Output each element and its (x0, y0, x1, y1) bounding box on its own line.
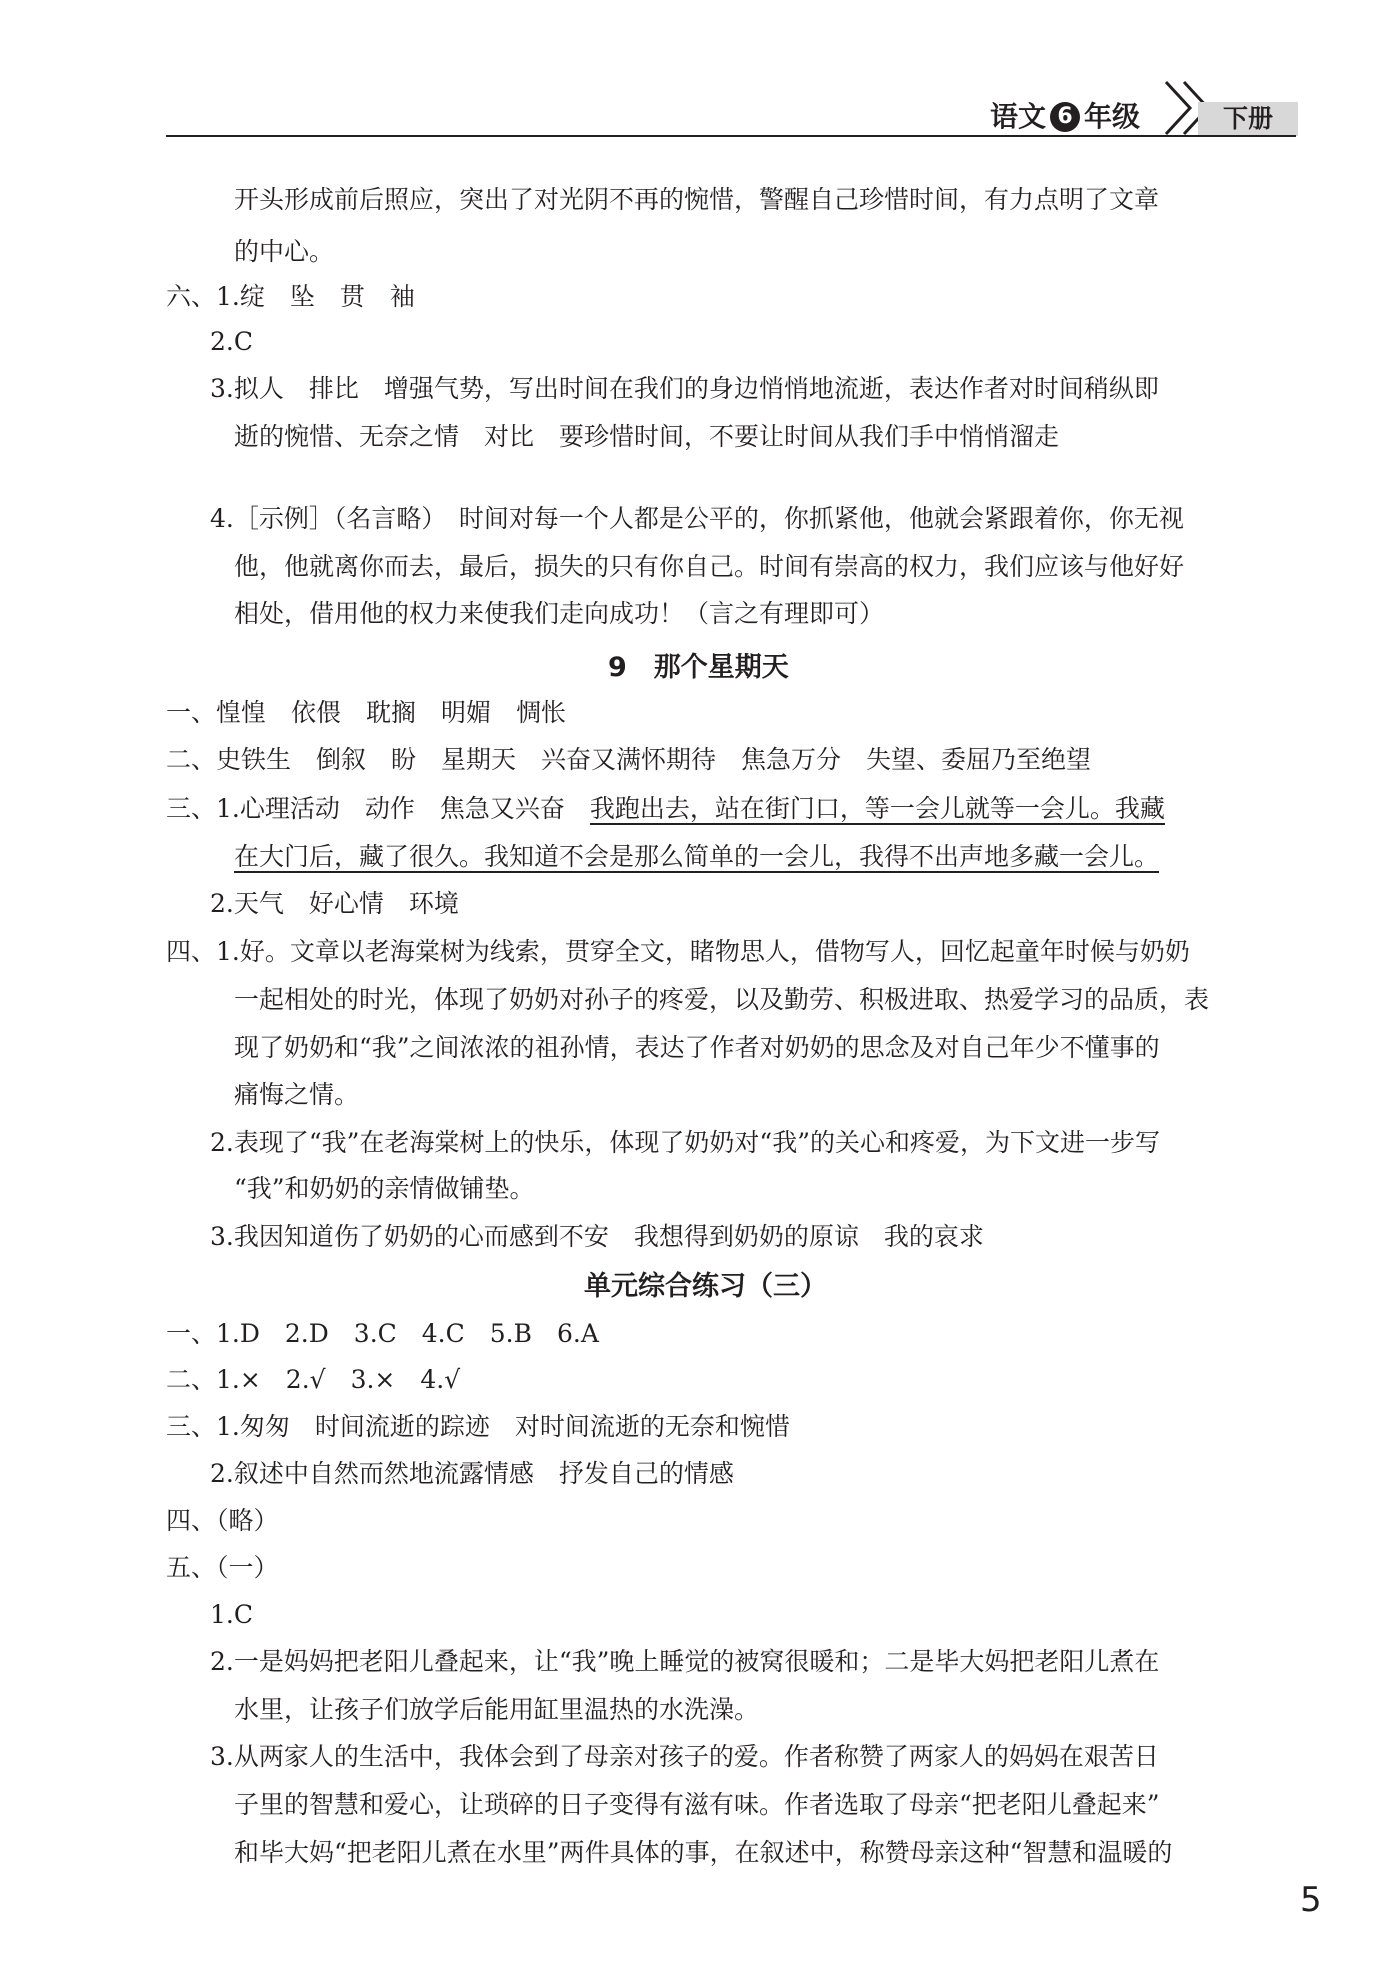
answer-line: 2.叙述中自然而然地流露情感 抒发自己的情感 (210, 1459, 734, 1488)
answer-line: “我”和奶奶的亲情做铺垫。 (234, 1174, 535, 1203)
header-subject-grade (990, 100, 1140, 134)
answer-line: 2.一是妈妈把老阳儿叠起来，让“我”晚上睡觉的被窝很暖和；二是毕大妈把老阳儿煮在 (210, 1647, 1160, 1676)
answer-line: 水里，让孩子们放学后能用缸里温热的水洗澡。 (234, 1695, 760, 1724)
answer-line: 3.拟人 排比 增强气势，写出时间在我们的身边悄悄地流逝，表达作者对时间稍纵即 (210, 374, 1159, 403)
grade-number-badge: 6 (1050, 102, 1080, 132)
answer-line: 现了奶奶和“我”之间浓浓的祖孙情，表达了作者对奶奶的思念及对自己年少不懂事的 (234, 1033, 1160, 1062)
underlined-text: 在大门后，藏了很久。我知道不会是那么简单的一会儿，我得不出声地多藏一会儿。 (234, 842, 1160, 871)
page-number: 5 (1300, 1880, 1322, 1920)
answer-line: 一、惶惶 依偎 耽搁 明媚 惆怅 (166, 698, 567, 727)
answer-line: 2.表现了“我”在老海棠树上的快乐，体现了奶奶对“我”的关心和疼爱，为下文进一步写 (210, 1128, 1160, 1157)
answer-line: 3.我因知道伤了奶奶的心而感到不安 我想得到奶奶的原谅 我的哀求 (210, 1222, 984, 1251)
answer-line: 二、1.× 2.√ 3.× 4.√ (166, 1365, 461, 1394)
answer-line: 相处，借用他的权力来使我们走向成功！（言之有理即可） (234, 599, 885, 628)
answer-line (166, 792, 1165, 826)
subject-label: 语文 (990, 100, 1047, 133)
answer-line: 四、（略） (166, 1506, 279, 1535)
answer-line: 他，他就离你而去，最后，损失的只有你自己。时间有崇高的权力，我们应该与他好好 (234, 552, 1185, 581)
answer-line: 和毕大妈“把老阳儿煮在水里”两件具体的事，在叙述中，称赞母亲这种“智慧和温暖的 (234, 1838, 1173, 1867)
underlined-text: 我跑出去，站在街门口，等一会儿就等一会儿。我藏 (589, 794, 1165, 823)
answer-line (234, 840, 1159, 874)
answer-line: 一起相处的时光，体现了奶奶对孙子的疼爱，以及勤劳、积极进取、热爱学习的品质，表 (234, 985, 1210, 1014)
section-title: 9 那个星期天 (608, 652, 789, 683)
section-title: 单元综合练习（三） (584, 1271, 827, 1302)
answer-line: 子里的智慧和爱心，让琐碎的日子变得有滋有味。作者选取了母亲“把老阳儿叠起来” (234, 1790, 1160, 1819)
grade-label: 年级 (1084, 100, 1141, 133)
answer-line: 开头形成前后照应，突出了对光阴不再的惋惜，警醒自己珍惜时间，有力点明了文章 (234, 185, 1160, 214)
answer-text: 三、1.心理活动 动作 焦急又兴奋 (166, 794, 590, 823)
answer-line: 3.从两家人的生活中，我体会到了母亲对孩子的爱。作者称赞了两家人的妈妈在艰苦日 (210, 1742, 1159, 1771)
answer-line: 逝的惋惜、无奈之情 对比 要珍惜时间，不要让时间从我们手中悄悄溜走 (234, 422, 1060, 451)
header-rule (166, 135, 1296, 137)
volume-tab: 下册 (1198, 102, 1298, 136)
answer-line: 的中心。 (234, 237, 335, 266)
answer-line: 2.C (210, 327, 253, 356)
answer-line: 4.［示例］（名言略） 时间对每一个人都是公平的，你抓紧他，他就会紧跟着你，你无视 (210, 504, 1184, 533)
answer-line: 四、1.好。文章以老海棠树为线索，贯穿全文，睹物思人，借物写人，回忆起童年时候与奶奶 (166, 937, 1190, 966)
answer-line: 2.天气 好心情 环境 (210, 889, 459, 918)
answer-line: 痛悔之情。 (234, 1080, 360, 1109)
answer-line: 五、（一） (166, 1553, 279, 1582)
answer-line: 一、1.D 2.D 3.C 4.C 5.B 6.A (166, 1319, 599, 1348)
answer-line: 1.C (210, 1600, 253, 1629)
answer-line: 六、1.绽 坠 贯 袖 (166, 282, 415, 311)
answer-line: 二、史铁生 倒叙 盼 星期天 兴奋又满怀期待 焦急万分 失望、委屈乃至绝望 (166, 745, 1092, 774)
answer-line: 三、1.匆匆 时间流逝的踪迹 对时间流逝的无奈和惋惜 (166, 1412, 790, 1441)
